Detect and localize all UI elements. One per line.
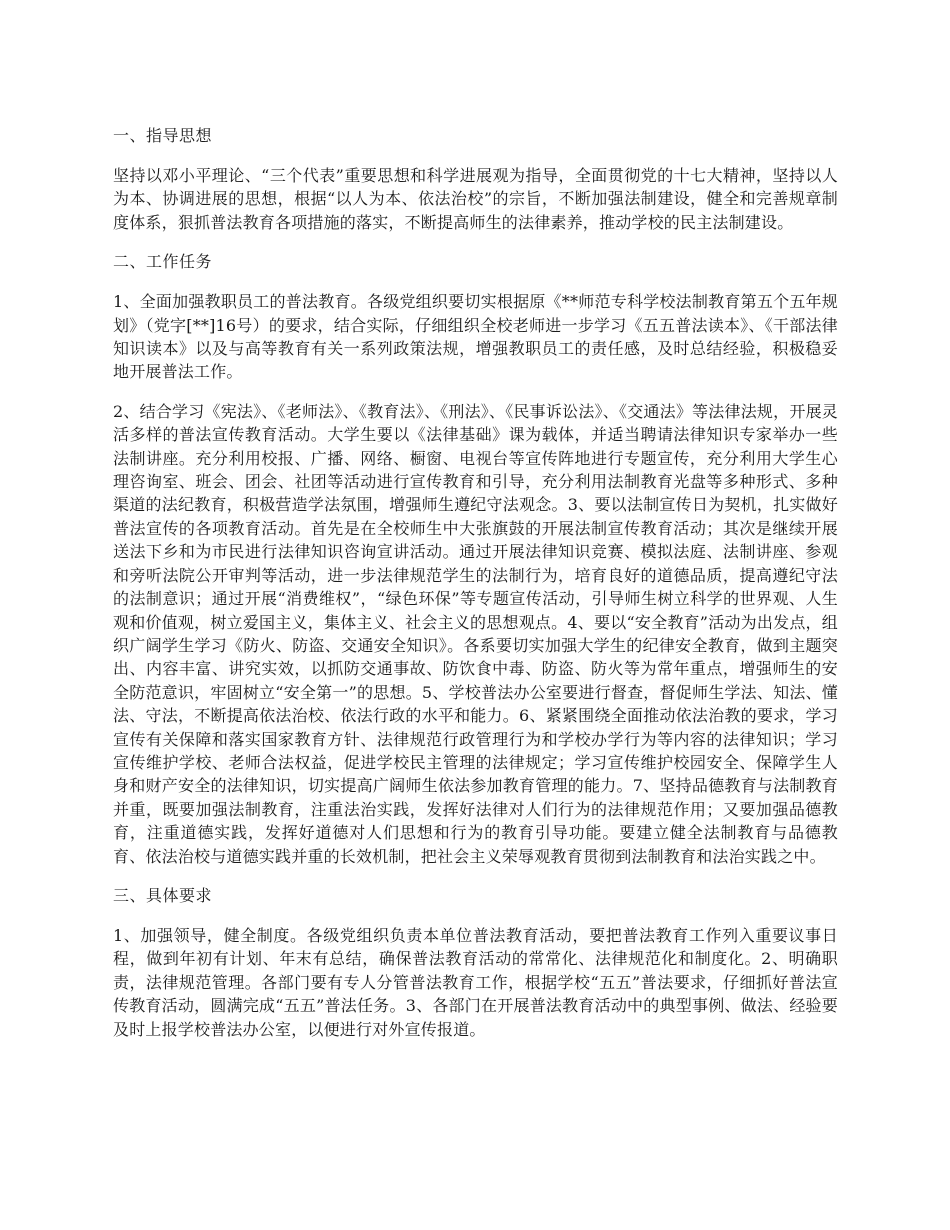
document-body bbox=[113, 124, 838, 1057]
paragraph-work-task-2: 2、结合学习《宪法》、《老师法》、《教育法》、《刑法》、《民事诉讼法》、《交通法》等法律法规，开展灵活多样的普法宣传教育活动。大学生要以《法律基础》课为载体，并适当聘请法律知识专家举办一些法制讲座。充分利用校报、广播、网络、橱窗、电视台等宣传阵地进行专题宣传，充分利用大学生心理咨询室、班会、团会、社团等活动进行宣传教育和引导，充分利用法制教育光盘等多种形式、多种渠道的法纪教育，积极营造学法氛围，增强师生遵纪守法观念。3、要以法制宣传日为契机，扎实做好普法宣传的各项教育活动。首先是在全校师生中大张旗鼓的开展法制宣传教育活动；其次是继续开展送法下乡和为市民进行法律知识咨询宣讲活动。通过开展法律知识竞赛、模拟法庭、法制讲座、参观和旁听法院公开审判等活动，进一步法律规范学生的法制行为，培育良好的道德品质，提高遵纪守法的法制意识；通过开展“消费维权”，“绿色环保”等专题宣传活动，引导师生树立科学的世界观、人生观和价值观，树立爱国主义，集体主义、社会主义的思想观点。4、要以“安全教育”活动为出发点，组织广阔学生学习《防火、防盗、交通安全知识》。各系要切实加强大学生的纪律安全教育，做到主题突出、内容丰富、讲究实效，以抓防交通事故、防饮食中毒、防盗、防火等为常年重点，增强师生的安全防范意识，牢固树立“安全第一”的思想。5、学校普法办公室要进行督查，督促师生学法、知法、懂法、守法，不断提高依法治校、依法行政的水平和能力。6、紧紧围绕全面推动依法治教的要求，学习宣传有关保障和落实国家教育方针、法律规范行政管理行为和学校办学行为等内容的法律知识；学习宣传维护学校、老师合法权益，促进学校民主管理的法律规定；学习宣传维护校园安全、保障学生人身和财产安全的法律知识，切实提高广阔师生依法参加教育管理的能力。7、坚持品德教育与法制教育并重，既要加强法制教育，注重法治实践，发挥好法律对人们行为的法律规范作用；又要加强品德教育，注重道德实践，发挥好道德对人们思想和行为的教育引导功能。要建立健全法制教育与品德教育、依法治校与道德实践并重的长效机制，把社会主义荣辱观教育贯彻到法制教育和法治实践之中。 bbox=[113, 401, 838, 866]
paragraph-guiding-ideology: 坚持以邓小平理论、“三个代表”重要思想和科学进展观为指导，全面贯彻党的十七大精神，坚持以人为本、协调进展的思想，根据“以人为本、依法治校”的宗旨，不断加强法制建设，健全和完善规章制度体系，狠抓普法教育各项措施的落实，不断提高师生的法律素养，推动学校的民主法制建设。 bbox=[113, 166, 838, 232]
section-heading-work-tasks: 二、工作任务 bbox=[113, 252, 213, 272]
section-heading-guiding-ideology: 一、指导思想 bbox=[113, 126, 213, 145]
section-heading-specific-requirements: 三、具体要求 bbox=[113, 885, 213, 905]
paragraph-work-task-1: 1、全面加强教职员工的普法教育。各级党组织要切实根据原《**师范专科学校法制教育第五个五年规划》（党字[**]16号）的要求，结合实际，仔细组织全校老师进一步学习《五五普法读本》、《干部法律知识读本》以及与高等教育有关一系列政策法规，增强教职员工的责任感，及时总结经验，积极稳妥地开展普法工作。 bbox=[113, 292, 838, 382]
paragraph-specific-requirements: 1、加强领导，健全制度。各级党组织负责本单位普法教育活动，要把普法教育工作列入重要议事日程，做到年初有计划、年末有总结，确保普法教育活动的常常化、法律规范化和制度化。2、明确职责，法律规范管理。各部门要有专人分管普法教育工作，根据学校“五五”普法要求，仔细抓好普法宣传教育活动，圆满完成“五五”普法任务。3、各部门在开展普法教育活动中的典型事例、做法、经验要及时上报学校普法办公室，以便进行对外宣传报道。 bbox=[113, 925, 838, 1039]
